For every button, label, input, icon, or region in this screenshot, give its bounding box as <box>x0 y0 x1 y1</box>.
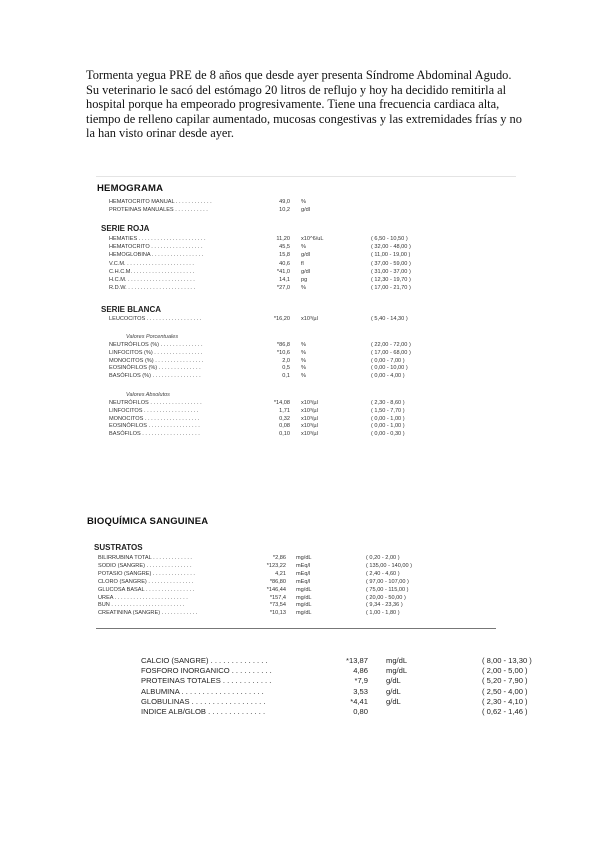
result-name: HEMATIES . . . . . . . . . . . . . . . . . . . . . . <box>109 236 206 242</box>
reference-range: ( 5,40 - 14,30 ) <box>371 316 408 322</box>
result-row <box>141 687 591 697</box>
result-row <box>109 199 509 207</box>
result-unit: x10³/µl <box>301 423 318 430</box>
result-unit: x10³/µl <box>301 431 318 438</box>
result-unit: g/dL <box>386 686 401 696</box>
result-unit: mg/dL <box>296 602 312 609</box>
result-name: MONOCITOS (%) . . . . . . . . . . . . . . . . <box>109 357 204 364</box>
result-value: 2,0 <box>282 357 290 364</box>
reference-range: ( 135,00 - 140,00 ) <box>366 562 413 569</box>
reference-range: ( 0,00 - 10,00 ) <box>371 365 408 372</box>
reference-range: ( 0,00 - 7,00 ) <box>371 357 405 364</box>
reference-range: ( 0,00 - 0,30 ) <box>371 431 405 438</box>
result-name: LINFOCITOS (%) . . . . . . . . . . . . . . . . <box>109 349 203 356</box>
reference-range: ( 6,50 - 10,50 ) <box>371 236 408 242</box>
result-name: FOSFORO INORGANICO . . . . . . . . . . <box>141 666 272 676</box>
result-unit: mg/dL <box>386 666 408 676</box>
result-name: UREA . . . . . . . . . . . . . . . . . . . . . . . . <box>98 594 188 601</box>
result-unit: x10³/µl <box>301 415 318 422</box>
result-value: *73,54 <box>269 602 286 609</box>
reference-range: ( 1,00 - 1,80 ) <box>366 610 400 617</box>
reference-range: ( 20,00 - 50,00 ) <box>366 594 406 601</box>
section-divider <box>96 628 496 629</box>
result-row <box>109 316 509 324</box>
result-name: PROTEINAS TOTALES . . . . . . . . . . . . <box>141 676 272 686</box>
reference-range: ( 2,50 - 4,00 ) <box>482 686 528 696</box>
result-row <box>98 571 508 579</box>
case-description <box>86 68 526 141</box>
result-name: INDICE ALB/GLOB . . . . . . . . . . . . . . <box>141 707 266 716</box>
result-name: EOSINÓFILOS (%) . . . . . . . . . . . . . . <box>109 365 201 372</box>
result-unit: g/dl <box>301 268 311 275</box>
reference-range: ( 5,20 - 7,90 ) <box>482 676 528 686</box>
scan-top-edge <box>96 176 516 177</box>
result-unit: mEq/l <box>296 578 311 585</box>
result-value: 0,80 <box>353 707 368 716</box>
reference-range: ( 17,00 - 21,70 ) <box>371 285 411 292</box>
result-name: GLUCOSA BASAL . . . . . . . . . . . . . . . . <box>98 586 195 593</box>
result-row <box>109 261 509 269</box>
result-row <box>109 252 509 260</box>
result-row <box>109 408 509 416</box>
result-row <box>98 587 508 595</box>
result-unit: % <box>301 365 306 372</box>
result-name: HEMOGLOBINA . . . . . . . . . . . . . . . . . <box>109 252 204 259</box>
serie-roja-title: SERIE ROJA <box>101 224 150 233</box>
result-value: 0,32 <box>279 415 290 422</box>
result-unit: mEq/l <box>296 570 311 577</box>
result-value: 10,2 <box>279 207 290 214</box>
result-unit: x10³/µl <box>301 316 318 322</box>
result-name: POTASIO (SANGRE) . . . . . . . . . . . . . . <box>98 570 195 577</box>
reference-range: ( 0,00 - 4,00 ) <box>371 373 405 380</box>
result-name: BASÓFILOS . . . . . . . . . . . . . . . . . . . <box>109 431 200 438</box>
absolutos-title: Valores Absolutos <box>126 392 170 398</box>
result-value: 4,21 <box>275 570 286 577</box>
result-row <box>109 431 509 439</box>
result-name: EOSINÓFILOS . . . . . . . . . . . . . . . . . <box>109 423 200 430</box>
result-unit: g/dL <box>386 676 401 686</box>
result-value: *86,8 <box>276 342 290 348</box>
reference-range: ( 37,00 - 59,00 ) <box>371 260 411 267</box>
result-value: 4,86 <box>353 666 368 676</box>
result-value: *13,87 <box>346 656 368 665</box>
sustratos-title: SUSTRATOS <box>94 543 143 552</box>
result-name: C.H.C.M. . . . . . . . . . . . . . . . . . . . . <box>109 268 195 275</box>
result-row <box>109 207 509 215</box>
result-value: *123,22 <box>266 562 286 569</box>
result-name: LINFOCITOS . . . . . . . . . . . . . . . . . . <box>109 407 199 414</box>
result-value: *7,9 <box>354 676 368 686</box>
result-unit: mg/dL <box>296 555 312 561</box>
result-name: LEUCOCITOS . . . . . . . . . . . . . . . . . . <box>109 316 202 322</box>
result-unit: fl <box>301 260 304 267</box>
result-row <box>98 555 508 563</box>
case-line: hospital porque ha empeorado progresivamente. Tiene una frecuencia cardiaca alta, <box>86 97 500 112</box>
result-unit: g/dL <box>386 696 401 706</box>
result-row <box>141 676 591 686</box>
serie-blanca-title: SERIE BLANCA <box>101 305 162 314</box>
result-name: BILIRRUBINA TOTAL . . . . . . . . . . . . . <box>98 555 192 561</box>
result-row <box>109 342 509 350</box>
result-value: 1,71 <box>279 407 290 414</box>
result-row <box>109 400 509 408</box>
result-unit: mg/dL <box>296 586 312 593</box>
case-line: la han visto orinar desde ayer. <box>86 126 234 141</box>
result-value: 15,8 <box>279 252 290 259</box>
result-value: 0,5 <box>282 365 290 372</box>
result-value: *2,86 <box>272 555 286 561</box>
result-value: 0,10 <box>279 431 290 438</box>
result-unit: % <box>301 373 306 380</box>
result-unit: x10³/µl <box>301 407 318 414</box>
reference-range: ( 11,00 - 19,00 ) <box>371 252 411 259</box>
result-row <box>141 666 591 676</box>
result-value: *4,41 <box>350 696 368 706</box>
result-value: *86,80 <box>269 578 286 585</box>
result-unit: % <box>301 244 306 251</box>
result-value: *146,44 <box>266 586 286 593</box>
result-name: PROTEINAS MANUALES . . . . . . . . . . . <box>109 207 208 214</box>
result-value: 0,08 <box>279 423 290 430</box>
result-row <box>109 236 509 244</box>
result-unit: mEq/l <box>296 562 311 569</box>
result-unit: % <box>301 349 306 356</box>
result-name: H.C.M. . . . . . . . . . . . . . . . . . . . . . . <box>109 277 195 283</box>
result-row <box>109 277 509 285</box>
result-value: *10,6 <box>276 349 290 356</box>
result-unit: mg/dL <box>296 610 312 617</box>
result-row <box>141 656 591 666</box>
result-name: MONOCITOS . . . . . . . . . . . . . . . . . . <box>109 415 200 422</box>
result-value: 40,6 <box>279 260 290 267</box>
result-row <box>98 579 508 587</box>
result-row <box>141 707 591 717</box>
bioquimica-title: BIOQUÍMICA SANGUINEA <box>87 516 209 527</box>
result-value: *10,13 <box>269 610 286 617</box>
result-value: *16,20 <box>273 316 290 322</box>
result-name: GLOBULINAS . . . . . . . . . . . . . . . . . . <box>141 696 266 706</box>
reference-range: ( 97,00 - 107,00 ) <box>366 578 409 585</box>
case-line: Tormenta yegua PRE de 8 años que desde ayer presenta Síndrome Abdominal Agudo. <box>86 68 512 82</box>
result-name: CALCIO (SANGRE) . . . . . . . . . . . . . . <box>141 656 268 665</box>
result-unit: g/dl <box>301 252 311 259</box>
result-unit: % <box>301 342 306 348</box>
result-name: BASÓFILOS (%) . . . . . . . . . . . . . . . . <box>109 373 201 380</box>
result-name: HEMATOCRITO . . . . . . . . . . . . . . . . . <box>109 244 203 251</box>
result-row <box>98 602 508 610</box>
hemograma-title: HEMOGRAMA <box>97 183 164 194</box>
result-value: *157,4 <box>269 594 286 601</box>
reference-range: ( 1,50 - 7,70 ) <box>371 407 405 414</box>
result-name: SODIO (SANGRE) . . . . . . . . . . . . . . . <box>98 562 192 569</box>
result-unit: g/dl <box>301 207 311 214</box>
result-unit: x10^6/uL <box>301 236 324 242</box>
result-row <box>109 285 509 293</box>
result-row <box>141 697 591 707</box>
result-row <box>109 350 509 358</box>
reference-range: ( 32,00 - 48,00 ) <box>371 244 411 251</box>
result-row <box>109 269 509 277</box>
result-value: *14,08 <box>273 400 290 406</box>
reference-range: ( 9,34 - 23,36 ) <box>366 602 403 609</box>
result-unit: mg/dL <box>386 656 408 665</box>
result-value: 11,20 <box>276 236 290 242</box>
result-unit: % <box>301 357 306 364</box>
result-unit: mg/dL <box>296 594 312 601</box>
reference-range: ( 2,00 - 5,00 ) <box>482 666 528 676</box>
reference-range: ( 12,30 - 19,70 ) <box>371 277 411 283</box>
result-name: CREATININA (SANGRE) . . . . . . . . . . . . <box>98 610 198 617</box>
result-name: CLORO (SANGRE) . . . . . . . . . . . . . . . <box>98 578 194 585</box>
reference-range: ( 0,00 - 1,00 ) <box>371 415 405 422</box>
result-value: *27,0 <box>276 285 290 292</box>
result-value: 45,5 <box>279 244 290 251</box>
reference-range: ( 0,00 - 1,00 ) <box>371 423 405 430</box>
reference-range: ( 31,00 - 37,00 ) <box>371 268 411 275</box>
result-name: R.D.W. . . . . . . . . . . . . . . . . . . . . . . <box>109 285 196 292</box>
reference-range: ( 75,00 - 115,00 ) <box>366 586 409 593</box>
result-name: NEUTRÓFILOS (%) . . . . . . . . . . . . . . <box>109 342 203 348</box>
reference-range: ( 0,62 - 1,46 ) <box>482 707 528 716</box>
result-unit: x10³/µl <box>301 400 318 406</box>
reference-range: ( 2,30 - 4,10 ) <box>482 696 528 706</box>
reference-range: ( 17,00 - 68,00 ) <box>371 349 411 356</box>
porcentuales-title: Valores Porcentuales <box>126 334 179 340</box>
result-unit: pg <box>301 277 308 283</box>
result-name: BUN . . . . . . . . . . . . . . . . . . . . . . . . <box>98 602 185 609</box>
result-row <box>98 595 508 603</box>
result-row <box>98 563 508 571</box>
result-value: 3,53 <box>353 686 368 696</box>
result-row <box>109 244 509 252</box>
case-line: tiempo de relleno capilar aumentado, mucosas congestivas y las extremidades frías y no <box>86 111 522 126</box>
result-unit: % <box>301 199 306 205</box>
result-row <box>98 610 508 618</box>
result-value: 14,1 <box>279 277 290 283</box>
reference-range: ( 0,20 - 2,00 ) <box>366 555 400 561</box>
result-name: V.C.M. . . . . . . . . . . . . . . . . . . . . . . <box>109 260 194 267</box>
reference-range: ( 2,40 - 4,60 ) <box>366 570 400 577</box>
result-name: ALBUMINA . . . . . . . . . . . . . . . . . . . . <box>141 686 264 696</box>
case-line: Su veterinario le sacó del estómago 20 litros de reflujo y hoy ha decidido remitirla al <box>86 82 507 97</box>
reference-range: ( 22,00 - 72,00 ) <box>371 342 411 348</box>
result-name: HEMATOCRITO MANUAL . . . . . . . . . . . . <box>109 199 212 205</box>
result-name: NEUTRÓFILOS . . . . . . . . . . . . . . . . . <box>109 400 202 406</box>
result-unit: % <box>301 285 306 292</box>
result-value: *41,0 <box>276 268 290 275</box>
result-value: 0,1 <box>282 373 290 380</box>
reference-range: ( 2,30 - 8,60 ) <box>371 400 405 406</box>
result-value: 49,0 <box>279 199 290 205</box>
reference-range: ( 8,00 - 13,30 ) <box>482 656 532 665</box>
result-row <box>109 373 509 381</box>
